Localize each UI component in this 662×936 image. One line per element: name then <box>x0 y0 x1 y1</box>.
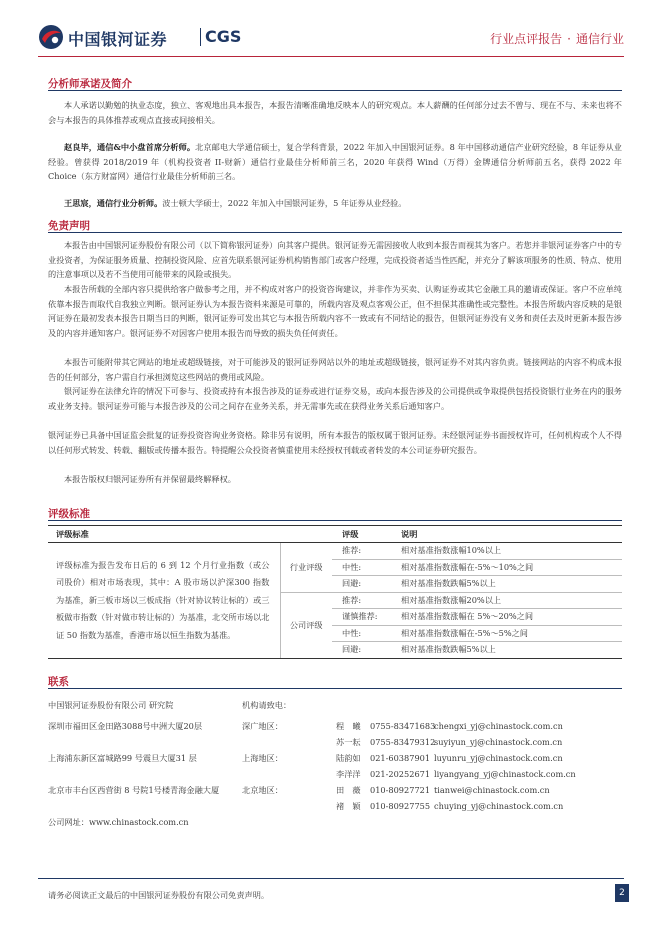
report-category <box>490 30 624 47</box>
col-header-desc: 说明 <box>398 526 622 543</box>
contact-section-title: 联系 <box>48 676 69 688</box>
rating-level: 推荐: <box>332 543 398 560</box>
office-address: 上海浦东新区富城路99 号震旦大厦31 层 <box>48 753 197 763</box>
contact-email[interactable]: luyunru_yj@chinastock.com.cn <box>434 753 563 763</box>
industry-name: 通信行业 <box>575 32 624 46</box>
header-divider <box>38 56 624 57</box>
rating-table-header <box>48 526 622 543</box>
contact-name: 田 薇 <box>336 785 361 795</box>
rating-desc: 相对基准指数涨幅10%以上 <box>398 543 622 560</box>
rating-table <box>48 525 622 659</box>
disclaimer-paragraph-2: 本报告所载的全部内容只提供给客户做参考之用，并不构成对客户的投资咨询建议，并非作为买卖、认购证券或其它金融工具的邀请或保证。客户不应单纯依靠本报告而取代自我独立判断。银河证券认为本报告资料来源是可靠的，所载内容及观点客观公正，但不担保其准确性或完整性。本报告所载内容反映的是银河证券在最初发表本报告日期当日的判断，银河证券可发出其它与本报告所载内容不一致或有不同结论的报告，但银河证券没有义务和责任去及时更新本报告涉及的内容并通知客户。银河证券不对因客户使用本报告而导致的损失负任何责任。 <box>48 284 622 338</box>
rating-desc: 相对基准指数跌幅5%以上 <box>398 576 622 593</box>
rating-desc: 相对基准指数涨幅在-5%～10%之间 <box>398 559 622 576</box>
rating-level: 中性: <box>332 625 398 642</box>
contact-company: 中国银河证券股份有限公司 研究院 <box>48 700 174 710</box>
rating-level: 回避: <box>332 642 398 659</box>
contact-sales-label: 机构请致电： <box>242 700 292 710</box>
contact-email[interactable]: tianwei@chinastock.com.cn <box>434 785 550 795</box>
col-header-standard: 评级标准 <box>48 526 280 543</box>
footer-note: 请务必阅读正文最后的中国银河证券股份有限公司免责声明。 <box>48 890 270 900</box>
contact-phone: 021-60387901 <box>370 753 431 763</box>
page-number: 2 <box>615 884 629 902</box>
cgs-logo-icon <box>38 24 64 50</box>
col-header-rating: 评级 <box>332 526 398 543</box>
rating-standard-text: 评级标准为报告发布日后的 6 到 12 个月行业指数（或公司股价）相对市场表现，其中：A 股市场以沪深300 指数为基准，新三板市场以三板成指（针对协议转让标的）或三板做市指数（针对做市转让标的）为基准，北交所市场以北证 50 指数为基准，香港市场以恒生指数为基准。 <box>48 543 280 659</box>
contact-name: 苏一耘 <box>336 737 361 747</box>
contact-phone: 010-80927721 <box>370 785 431 795</box>
office-address: 深圳市福田区金田路3088号中洲大厦20层 <box>48 721 203 731</box>
rating-level: 中性: <box>332 559 398 576</box>
analyst-name-wang: 王思宸，通信行业分析师。 <box>64 198 163 208</box>
rating-level: 推荐: <box>332 592 398 609</box>
table-row <box>48 543 622 560</box>
disclaimer-paragraph-6: 本报告版权归银河证券所有并保留最终解释权。 <box>64 474 236 484</box>
section-divider <box>48 520 622 521</box>
office-region: 北京地区： <box>242 785 283 795</box>
contact-email[interactable]: chuying_yj@chinastock.com.cn <box>434 801 564 811</box>
rating-desc: 相对基准指数涨幅在 5%～20%之间 <box>398 609 622 626</box>
analyst-section-title: 分析师承诺及简介 <box>48 78 132 90</box>
disclaimer-paragraph-4: 银河证券在法律允许的情况下可参与、投资或持有本报告涉及的证券或进行证券交易，或向本报告涉及的公司提供或争取提供包括投资银行业务在内的服务或业务支持。银河证券可能与本报告涉及的公司之间存在业务关系，并无需事先或在获得业务关系后通知客户。 <box>48 386 622 411</box>
logo-company-name: 中国银河证券 <box>68 30 168 49</box>
contact-phone: 010-80927755 <box>370 801 431 811</box>
contact-name: 陆韵如 <box>336 753 361 763</box>
contact-phone: 0755-83479312 <box>370 737 436 747</box>
contact-email[interactable]: chengxi_yj@chinastock.com.cn <box>434 721 563 731</box>
rating-desc: 相对基准指数涨幅在-5%～5%之间 <box>398 625 622 642</box>
col-header-spacer <box>280 526 332 543</box>
page-header <box>38 22 624 52</box>
analyst-name-zhao: 赵良毕，通信&中小盘首席分析师。 <box>64 142 196 152</box>
contact-phone: 0755-83471683 <box>370 721 436 731</box>
rating-desc: 相对基准指数涨幅20%以上 <box>398 592 622 609</box>
analyst-bio-wang-text: 波士顿大学硕士，2022 年加入中国银河证券，5 年证券从业经验。 <box>162 198 407 208</box>
contact-email[interactable]: suyiyun_yj@chinastock.com.cn <box>434 737 563 747</box>
footer-divider <box>38 878 624 879</box>
contact-name: 程 曦 <box>336 721 361 731</box>
analyst-bio-zhao-text: 北京邮电大学通信硕士，复合学科背景，2022 年加入中国银河证券。8 年中国移动通信产业研究经验，8 年证券从业经验。曾获得 2018/2019 年（机构投资者 II-财新）通信行业最佳分析师前三名，2020 年获得 Wind（万得）金牌通信分析师前五名，获得 2022 年 Choice（东方财富网）通信行业最佳分析师前三名。 <box>48 142 622 181</box>
section-divider <box>48 90 622 91</box>
logo-abbreviation: CGS <box>205 27 242 46</box>
rating-level: 谨慎推荐: <box>332 609 398 626</box>
company-rating-label: 公司评级 <box>280 592 332 658</box>
analyst-bio-zhao <box>48 140 622 184</box>
disclaimer-paragraph-1: 本报告由中国银河证券股份有限公司（以下简称银河证券）向其客户提供。银河证券无需因接收人收到本报告而视其为客户。若您并非银河证券客户中的专业投资者，为保证服务质量、控制投资风险、应首先联系银河证券机构销售部门或客户经理，完成投资者适当性匹配，并充分了解该项服务的性质、特点、使用的注意事项以及若不当使用可能带来的风险或损失。 <box>48 240 622 279</box>
contact-email[interactable]: liyangyang_yj@chinastock.com.cn <box>434 769 576 779</box>
contact-name: 李洋洋 <box>336 769 361 779</box>
office-address: 北京市丰台区西营街 8 号院1号楼青海金融大厦 <box>48 785 220 795</box>
section-divider <box>48 232 622 233</box>
analyst-bio-wang <box>48 196 622 211</box>
office-region: 上海地区： <box>242 753 283 763</box>
contact-name: 褚 颖 <box>336 801 361 811</box>
disclaimer-paragraph-5: 银河证券已具备中国证监会批复的证券投资咨询业务资格。除非另有说明，所有本报告的版权属于银河证券。未经银河证券书面授权许可，任何机构或个人不得以任何形式转发、转载、翻版或传播本报告。特提醒公众投资者慎重使用未经授权刊载或者转发的本公司证券研究报告。 <box>48 430 622 455</box>
rating-section-title: 评级标准 <box>48 508 90 520</box>
contact-phone: 021-20252671 <box>370 769 431 779</box>
header-separator: · <box>567 32 571 46</box>
rating-level: 回避: <box>332 576 398 593</box>
disclaimer-paragraph-3: 本报告可能附带其它网站的地址或超级链接，对于可能涉及的银河证券网站以外的地址或超级链接，银河证券不对其内容负责。链接网站的内容不构成本报告的任何部分，客户需自行承担浏览这些网站的费用或风险。 <box>48 357 622 382</box>
section-divider <box>48 688 622 689</box>
logo-divider <box>200 28 201 46</box>
office-region: 深广地区： <box>242 721 283 731</box>
report-type: 行业点评报告 <box>490 32 563 46</box>
company-website[interactable]: 公司网址：www.chinastock.com.cn <box>48 817 189 827</box>
analyst-commitment: 本人承诺以勤勉的执业态度，独立、客观地出具本报告，本报告清晰准确地反映本人的研究观点。本人薪酬的任何部分过去不曾与、现在不与、未来也将不会与本报告的具体推荐或观点直接或间接相关。 <box>48 100 622 125</box>
rating-desc: 相对基准指数跌幅5%以上 <box>398 642 622 659</box>
industry-rating-label: 行业评级 <box>280 543 332 593</box>
disclaimer-section-title: 免责声明 <box>48 220 90 232</box>
